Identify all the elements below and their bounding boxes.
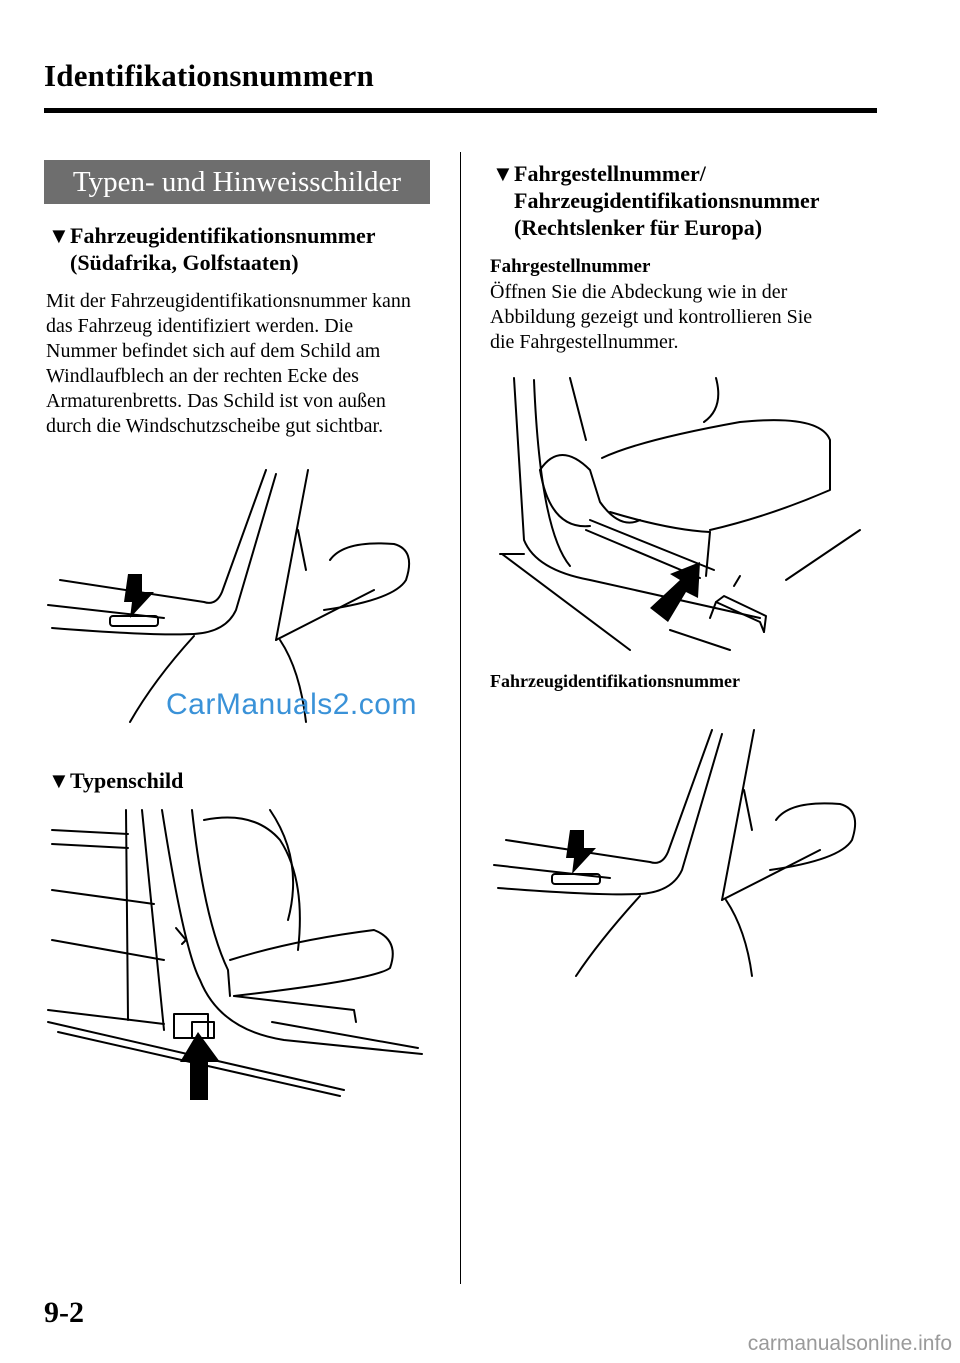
text-line: Windlaufblech an der rechten Ecke des xyxy=(46,365,359,387)
page-number: 9-2 xyxy=(44,1296,84,1329)
label-chassis-number: Fahrgestellnummer xyxy=(490,256,651,277)
subheading-line: Typenschild xyxy=(70,768,184,793)
text-line: die Fahrgestellnummer. xyxy=(490,331,679,353)
subheading-line: (Rechtslenker für Europa) xyxy=(514,215,763,240)
right-paragraph xyxy=(490,280,910,355)
left-paragraph xyxy=(46,289,446,439)
subheading-line: Fahrzeugidentifikationsnummer xyxy=(514,188,820,213)
column-divider xyxy=(460,152,461,1284)
chassis-number-illustration xyxy=(490,370,880,660)
vin-windshield-illustration-right xyxy=(490,720,880,990)
type-plate-illustration xyxy=(44,800,434,1100)
caption-vin: Fahrzeugidentifikationsnummer xyxy=(490,671,740,691)
subheading-typenschild xyxy=(48,767,183,794)
triangle-marker-icon: ▼ xyxy=(492,161,514,186)
text-line: das Fahrzeug identifiziert werden. Die xyxy=(46,315,354,337)
footer-watermark: carmanualsonline.info xyxy=(747,1332,952,1355)
text-line: Armaturenbretts. Das Schild ist von außen xyxy=(46,390,386,412)
triangle-marker-icon: ▼ xyxy=(48,768,70,793)
subheading-line: Fahrgestellnummer/ xyxy=(514,161,706,186)
text-line: Abbildung gezeigt und kontrollieren Sie xyxy=(490,306,813,328)
page-header-title: Identifikationsnummern xyxy=(44,58,374,93)
text-line: Nummer befindet sich auf dem Schild am xyxy=(46,340,381,362)
header-rule xyxy=(44,108,877,113)
text-line: Mit der Fahrzeugidentifikationsnummer kann xyxy=(46,290,411,312)
subheading-chassis-number xyxy=(492,160,912,241)
subheading-line: Fahrzeugidentifikationsnummer xyxy=(70,223,376,248)
arrow-up-right-icon xyxy=(650,562,700,622)
subheading-vin-south-africa xyxy=(48,222,448,276)
arrow-down-icon xyxy=(124,574,154,618)
text-line: Öffnen Sie die Abdeckung wie in der xyxy=(490,281,788,303)
watermark: CarManuals2.com xyxy=(166,688,417,721)
arrow-up-icon xyxy=(180,1032,220,1100)
triangle-marker-icon: ▼ xyxy=(48,223,70,248)
subheading-line: (Südafrika, Golfstaaten) xyxy=(70,250,299,275)
section-banner: Typen- und Hinweisschilder xyxy=(44,160,430,204)
text-line: durch die Windschutzscheibe gut sichtbar. xyxy=(46,415,384,437)
arrow-down-icon xyxy=(566,830,596,874)
